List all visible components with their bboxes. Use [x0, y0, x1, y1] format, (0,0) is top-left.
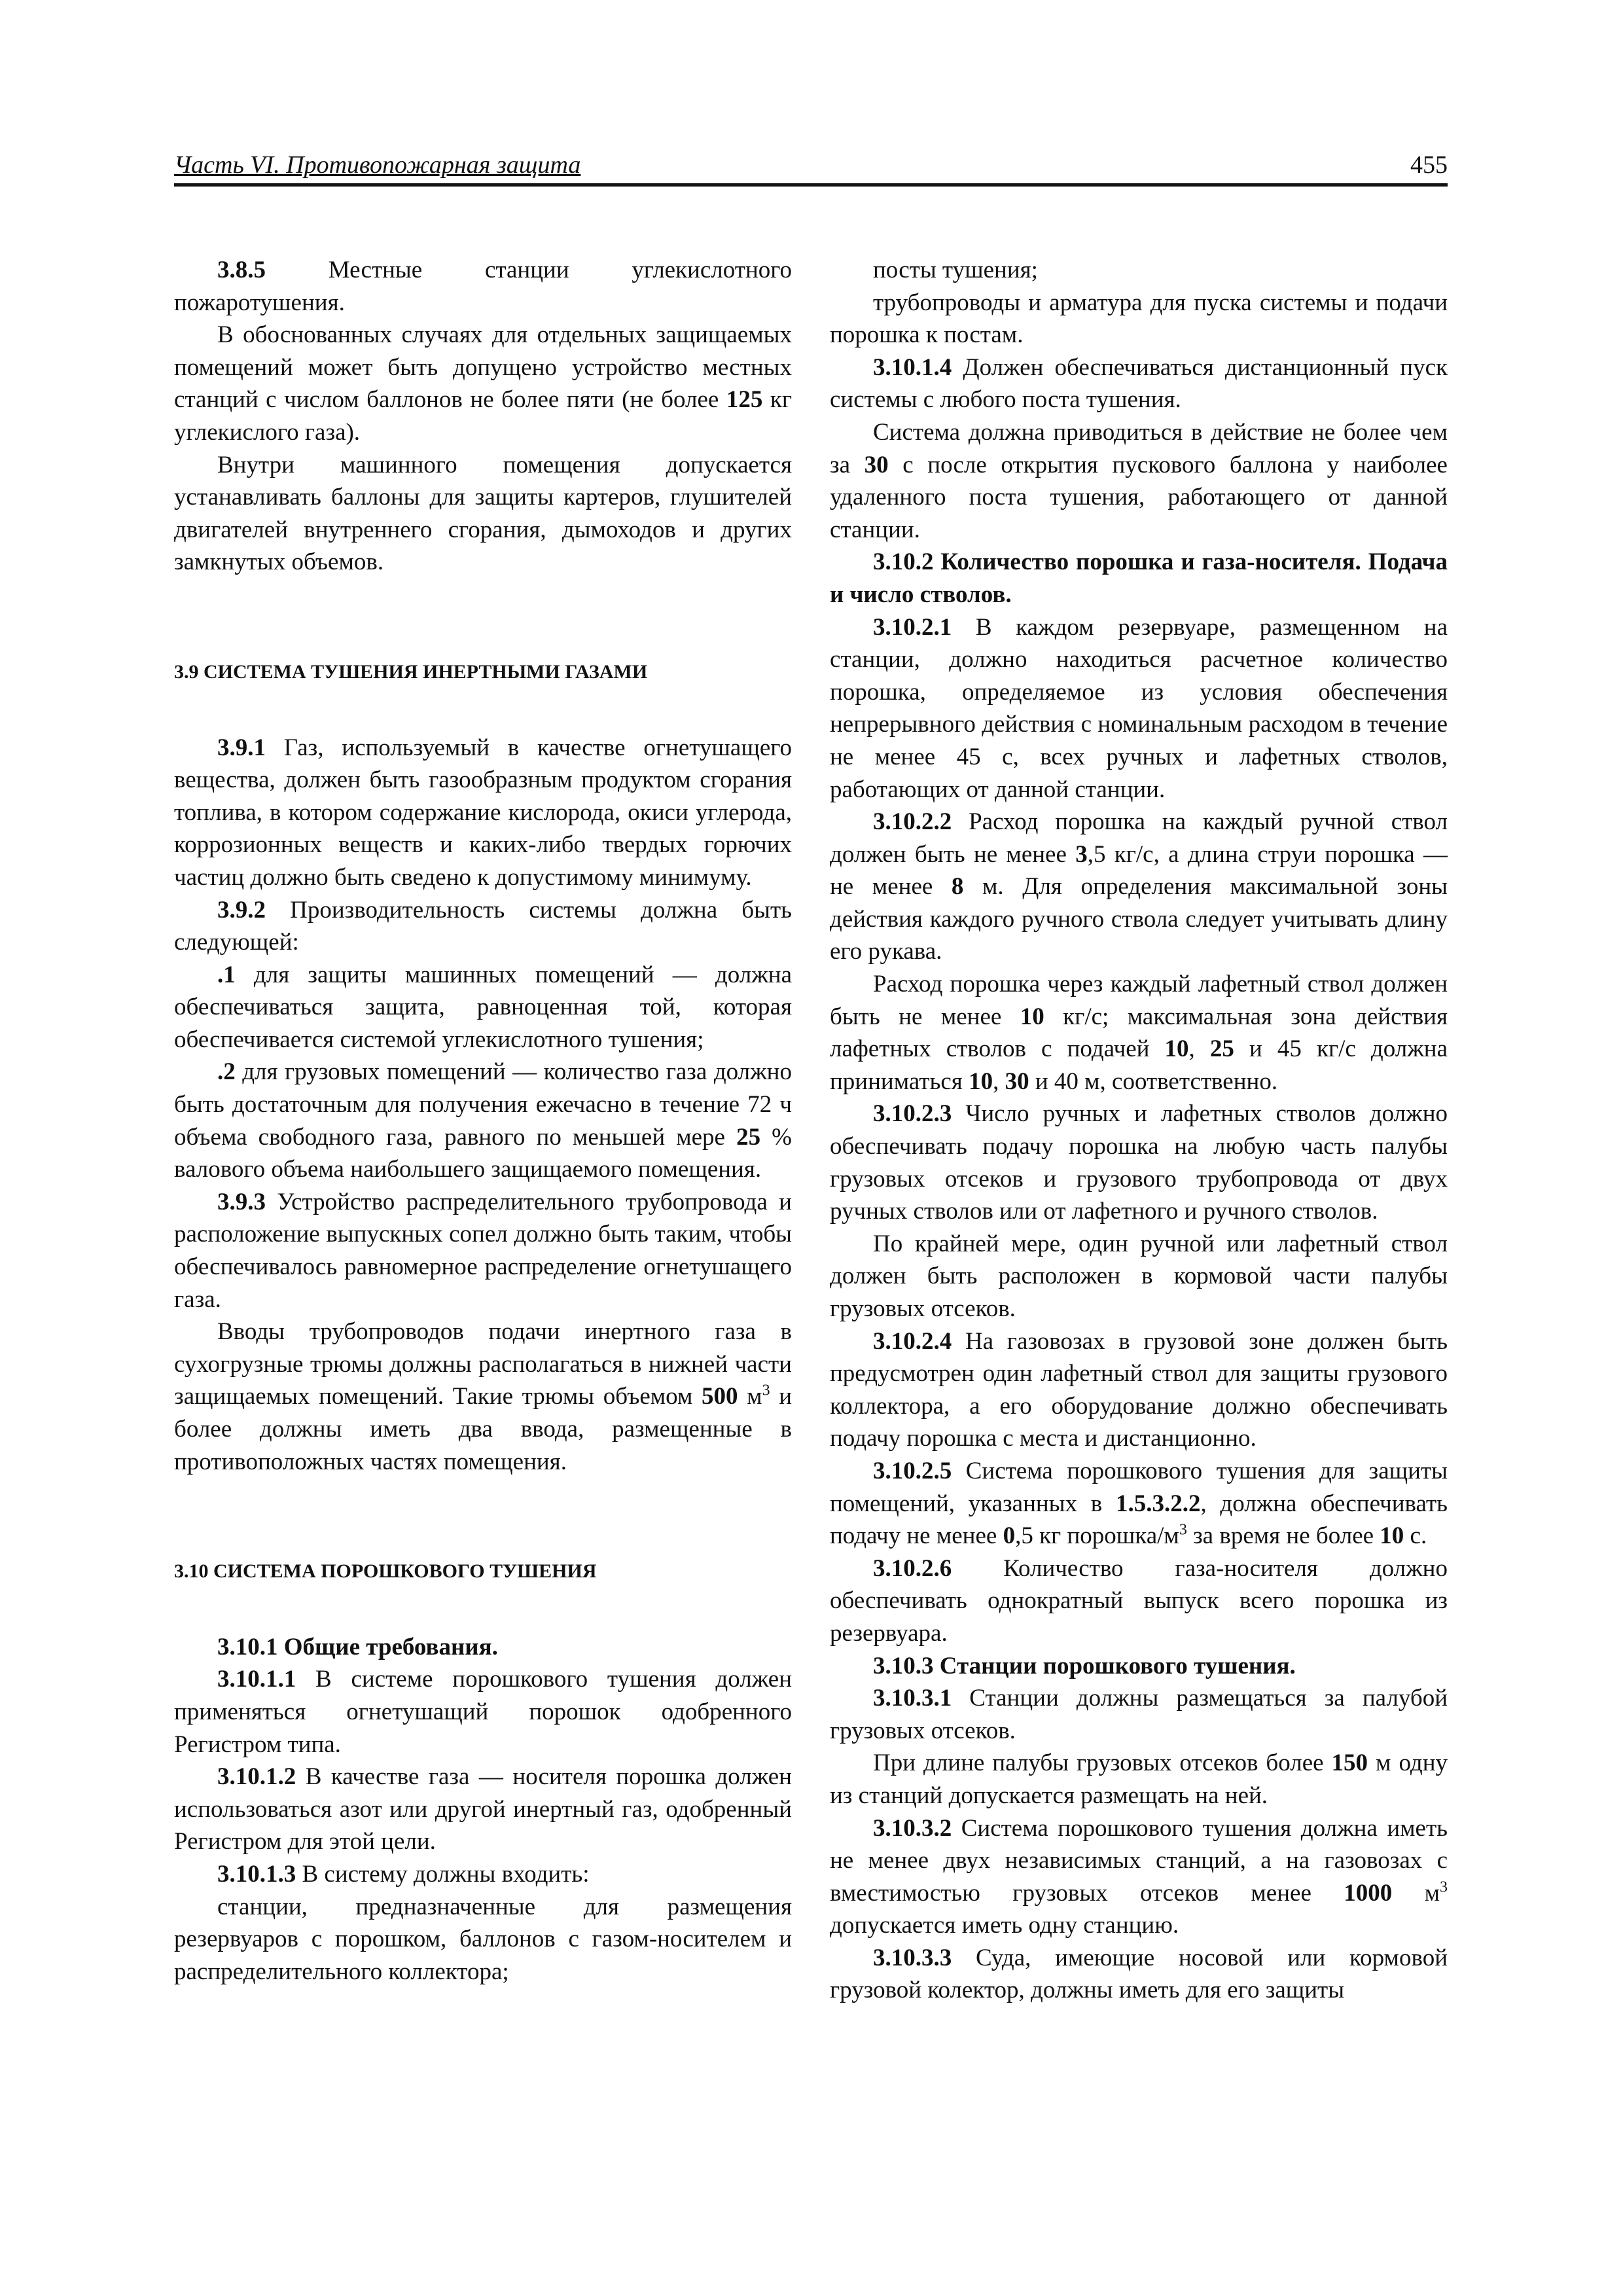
para-3-9-2-2: .2 для грузовых помещений — количество газа должно быть достаточным для получения ежечасно в течение 72 ч объема свободного газа, равного по меньшей мере 25 % валового объема наибольшего защищаемого помещения. [174, 1058, 793, 1183]
page-number: 455 [1410, 151, 1448, 179]
para-3-10-1-4-a: Система должна приводиться в действие не более чем за 30 с после открытия пускового баллона у наиболее удаленного поста тушения, работающего от данной станции. [830, 418, 1448, 543]
para-3-10-1-2: 3.10.1.2 В качестве газа — носителя порошка должен использоваться азот или другой инертный газ, одобренный Регистром для этой цели. [174, 1763, 792, 1856]
para-3-10-1: 3.10.1 Общие требования. [217, 1633, 498, 1660]
para-3-10-1-3: 3.10.1.3 В систему должны входить: [217, 1860, 590, 1888]
para-3-9-3: 3.9.3 Устройство распределительного трубопровода и расположение выпускных сопел должно быть таким, чтобы обеспечивалось равномерное распределение огнетушащего газа. [174, 1188, 792, 1313]
section-heading-3-10: 3.10 СИСТЕМА ПОРОШКОВОГО ТУШЕНИЯ [174, 1560, 597, 1583]
para-3-8-5: 3.8.5 Местные станции углекислотного пожаротушения. [174, 257, 792, 316]
section-heading-3-9: 3.9 СИСТЕМА ТУШЕНИЯ ИНЕРТНЫМИ ГАЗАМИ [174, 660, 648, 683]
para-3-10-3: 3.10.3 Станции порошкового тушения. [873, 1652, 1296, 1679]
list-item-posts: посты тушения; [873, 257, 1038, 283]
para-3-10-3-2: 3.10.3.2 Система порошкового тушения должна иметь не менее двух независимых станций, а на газовозах с вместимостью грузовых отсеков менее 1000 $м^3$ допускается иметь одну станцию. [830, 1814, 1448, 1939]
left-column [174, 254, 792, 1988]
para-3-10-1-4: 3.10.1.4 Должен обеспечиваться дистанционный пуск системы с любого поста тушения. [830, 353, 1448, 414]
para-3-10-2-2-a: Расход порошка через каждый лафетный ствол должен быть не менее 10 кг/с; максимальная зона действия лафетных стволов с подачей 10, 25 и 45 кг/с должна приниматься 10, 30 и 40 м, соответственно. [830, 971, 1448, 1095]
para-3-10-1-3-a: станции, предназначенные для размещения резервуаров с порошком, баллонов с газом-носителем и распределительного коллектора; [174, 1893, 792, 1985]
para-3-10-2: 3.10.2 Количество порошка и газа-носителя. Подача и число стволов. [830, 548, 1448, 608]
para-3-10-2-4: 3.10.2.4 На газовозах в грузовой зоне должен быть предусмотрен один лафетный ствол для защиты грузового коллектора, а его оборудование должно обеспечивать подачу порошка с места и дистанционно. [830, 1327, 1448, 1452]
para-3-10-2-2: 3.10.2.2 Расход порошка на каждый ручной ствол должен быть не менее 3,5 кг/с, а длина струи порошка — не менее 8 м. Для определения максимальной зоны действия каждого ручного ствола следует учитывать длину его рукава. [830, 808, 1448, 965]
para-3-10-2-5: 3.10.2.5 Система порошкового тушения для защиты помещений, указанных в 1.5.3.2.2, должна обеспечивать подачу не менее 0,5 кг порошка/$м^3$ за время не более 10 с. [830, 1457, 1448, 1550]
para-3-8-5-a: В обоснованных случаях для отдельных защищаемых помещений может быть допущено устройство местных станций с числом баллонов не более пяти (не более 125 кг углекислого газа). [174, 321, 793, 446]
running-header [174, 143, 1448, 187]
para-3-10-1-1: 3.10.1.1 В системе порошкового тушения должен применяться огнетушащий порошок одобренного Регистром типа. [174, 1666, 792, 1758]
para-3-9-1: 3.9.1 Газ, используемый в качестве огнетушащего вещества, должен быть газообразным продуктом сгорания топлива, в котором содержание кислорода, окиси углерода, коррозионных веществ и каких-либо твердых горючих частиц должно быть сведено к допустимому минимуму. [174, 734, 792, 891]
para-3-10-2-6: 3.10.2.6 Количество газа-носителя должно обеспечивать однократный выпуск всего порошка из резервуара. [830, 1554, 1448, 1647]
para-3-8-5-b: Внутри машинного помещения допускается устанавливать баллоны для защиты картеров, глушителей двигателей внутреннего сгорания, дымоходов и других замкнутых объемов. [174, 451, 792, 576]
list-item-pipes: трубопроводы и арматура для пуска системы и подачи порошка к постам. [830, 289, 1448, 349]
header-title: Часть VI. Противопожарная защита [174, 151, 581, 179]
para-3-10-2-1: 3.10.2.1 В каждом резервуаре, размещенном на станции, должно находиться расчетное количество порошка, определяемое из условия обеспечения непрерывного действия с номинальным расходом в течение не менее 45 с, всех ручных и лафетных стволов, работающих от данной станции. [830, 613, 1448, 803]
para-3-9-3-a: Вводы трубопроводов подачи инертного газа в сухогрузные трюмы должны располагаться в нижней части защищаемых помещений. Такие трюмы объемом 500 $м^3$ и более должны иметь два ввода, размещенные в противоположных частях помещения. [174, 1318, 792, 1475]
para-3-10-2-3-a: По крайней мере, один ручной или лафетный ствол должен быть расположен в кормовой части палубы грузовых отсеков. [830, 1230, 1448, 1322]
para-3-9-2-1: .1 для защиты машинных помещений — должна обеспечиваться защита, равноценная той, которая обеспечивается системой углекислотного тушения; [174, 961, 792, 1053]
right-column [830, 254, 1448, 2007]
para-3-10-3-3: 3.10.3.3 Суда, имеющие носовой или кормовой грузовой колектор, должны иметь для его защиты [830, 1944, 1448, 2004]
para-3-10-2-3: 3.10.2.3 Число ручных и лафетных стволов должно обеспечивать подачу порошка на любую часть палубы грузовых отсеков и грузового трубопровода от двух ручных стволов или от лафетного и ручного стволов. [830, 1100, 1448, 1225]
para-3-9-2: 3.9.2 Производительность системы должна быть следующей: [174, 896, 792, 956]
para-3-10-3-1: 3.10.3.1 Станции должны размещаться за палубой грузовых отсеков. [830, 1685, 1448, 1744]
para-3-10-3-1-a: При длине палубы грузовых отсеков более 150 м одну из станций допускается размещать на ней. [830, 1749, 1448, 1809]
